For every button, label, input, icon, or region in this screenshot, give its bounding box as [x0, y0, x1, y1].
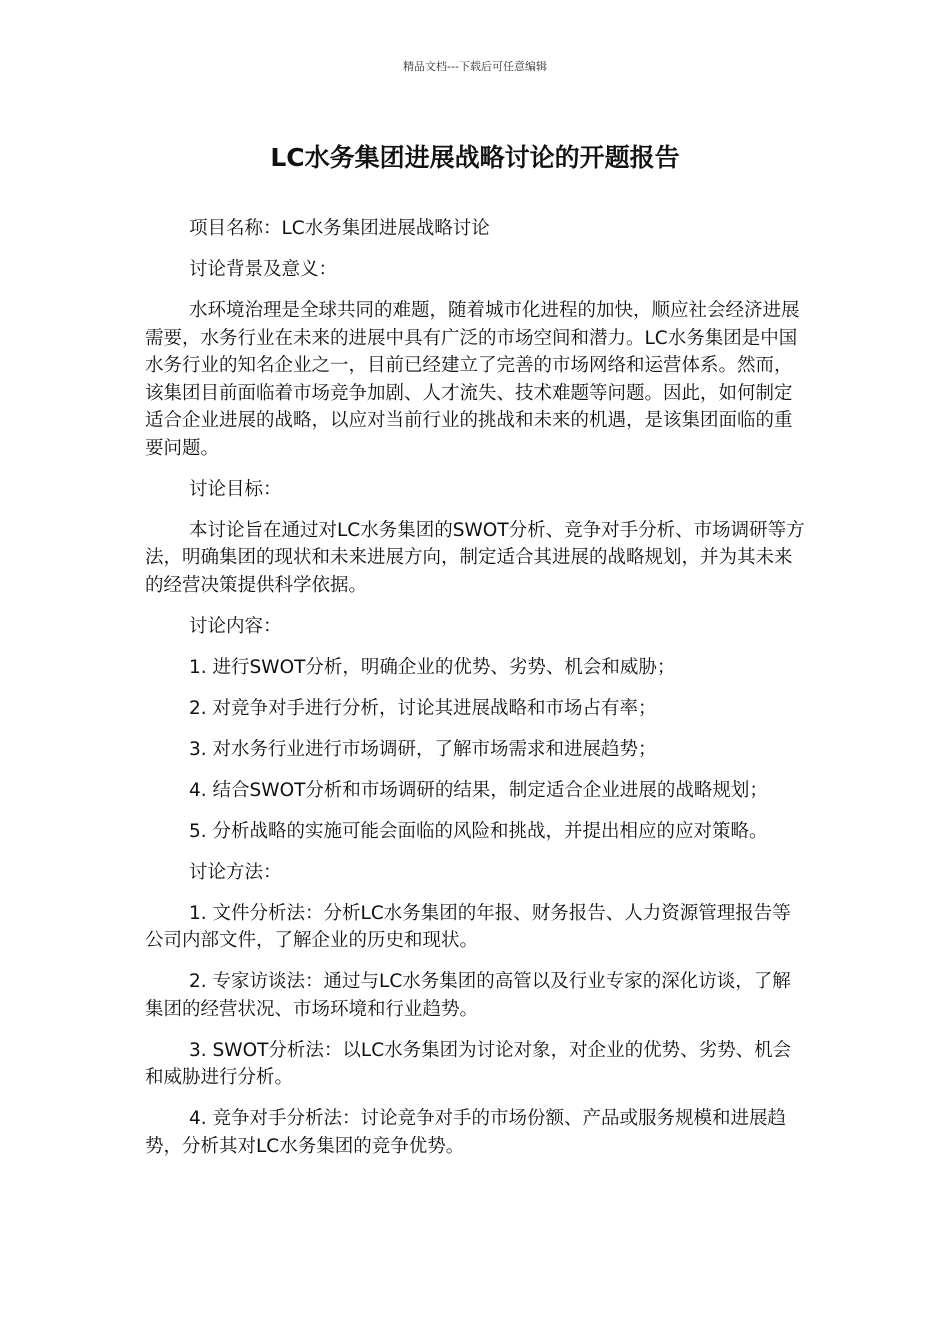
list-item-content-3: 3. 对水务行业进行市场调研，了解市场需求和进展趋势；	[189, 738, 657, 760]
list-item-method-2: 2. 专家访谈法：通过与LC水务集团的高管以及行业专家的深化访谈，了解集团的经营状况、市场环境和行业趋势。	[145, 971, 791, 1020]
list-item-content-4: 4. 结合SWOT分析和市场调研的结果，制定适合企业进展的战略规划；	[189, 779, 768, 801]
list-item-content-1: 1. 进行SWOT分析，明确企业的优势、劣势、机会和威胁；	[189, 656, 676, 678]
heading-content: 讨论内容：	[189, 615, 282, 637]
paragraph-objectives: 本讨论旨在通过对LC水务集团的SWOT分析、竞争对手分析、市场调研等方法，明确集团的现状和未来进展方向，制定适合其进展的战略规划，并为其未来的经营决策提供科学依据。	[145, 519, 805, 596]
paragraph-project-name: 项目名称：LC水务集团进展战略讨论	[189, 218, 490, 239]
heading-methods: 讨论方法：	[189, 861, 282, 883]
paragraph-background: 水环境治理是全球共同的难题，随着城市化进程的加快，顺应社会经济进展需要，水务行业在未来的进展中具有广泛的市场空间和潜力。LC水务集团是中国水务行业的知名企业之一，目前已经建立了完善的市场网络和运营体系。然而，该集团目前面临着市场竞争加剧、人才流失、技术难题等问题。因此，如何制定适合企业进展的战略，以应对当前行业的挑战和未来的机遇，是该集团面临的重要问题。	[145, 300, 800, 459]
list-item-method-1: 1. 文件分析法：分析LC水务集团的年报、财务报告、人力资源管理报告等公司内部文件，了解企业的历史和现状。	[145, 902, 791, 951]
document-title: LC水务集团进展战略讨论的开题报告	[270, 143, 680, 172]
page-header: 精品文档---下载后可任意编辑	[403, 60, 547, 73]
heading-objectives: 讨论目标：	[189, 478, 282, 500]
document-body	[145, 215, 805, 1174]
list-item-content-2: 2. 对竞争对手进行分析，讨论其进展战略和市场占有率；	[189, 697, 657, 719]
list-item-method-3: 3. SWOT分析法：以LC水务集团为讨论对象，对企业的优势、劣势、机会和威胁进行分析。	[145, 1039, 792, 1088]
heading-background: 讨论背景及意义：	[189, 259, 338, 280]
list-item-content-5: 5. 分析战略的实施可能会面临的风险和挑战，并提出相应的应对策略。	[189, 820, 768, 842]
list-item-method-4: 4. 竞争对手分析法：讨论竞争对手的市场份额、产品或服务规模和进展趋势，分析其对LC水务集团的竞争优势。	[145, 1108, 787, 1157]
